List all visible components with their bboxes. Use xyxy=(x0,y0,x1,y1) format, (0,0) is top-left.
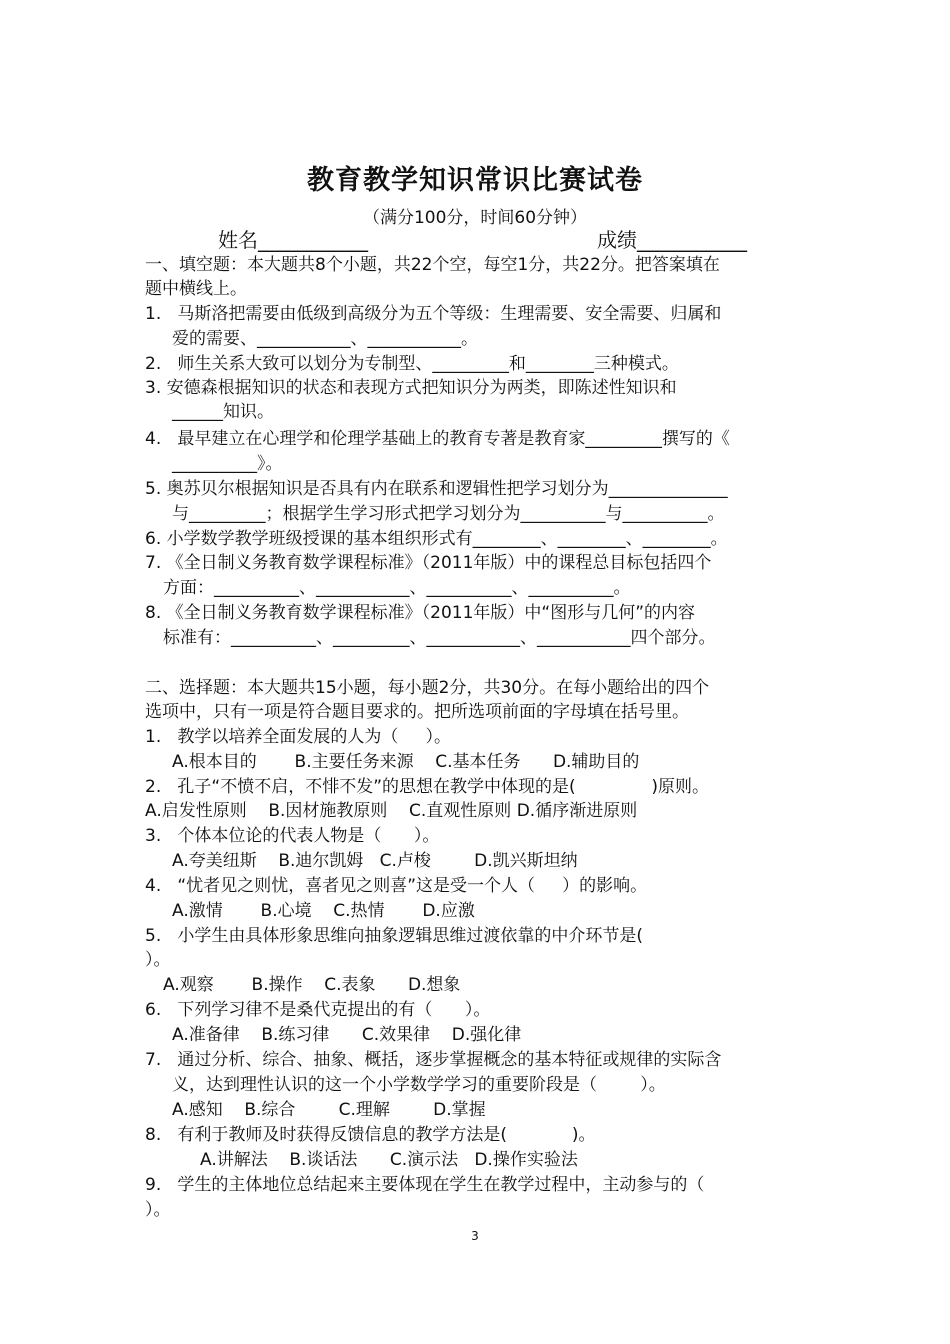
s2-question-9-line1: 9. 学生的主体地位总结起来主要体现在学生在教学过程中，主动参与的（ xyxy=(145,1175,705,1195)
s2-question-7-line1: 7. 通过分析、综合、抽象、概括，逐步掌握概念的基本特征或规律的实际含 xyxy=(145,1050,722,1070)
s2-question-4-options: A.激情 B.心境 C.热情 D.应激 xyxy=(172,901,475,921)
s1-question-8-line1: 8. 《全日制义务教育数学课程标准》（2011年版）中“图形与几何”的内容 xyxy=(145,603,696,623)
s1-question-2: 2. 师生关系大致可以划分为专制型、_________和________三种模式。 xyxy=(145,354,679,374)
s1-question-4-line1: 4. 最早建立在心理学和伦理学基础上的教育专著是教育家_________撰写的《 xyxy=(145,429,730,449)
section1-heading-line1: 一、填空题：本大题共8个小题，共22个空，每空1分，共22分。把答案填在 xyxy=(145,255,720,275)
s1-question-8-line2: 标准有：__________、_________、___________、___________四个部分。 xyxy=(163,628,716,648)
s2-question-1-options: A.根本目的 B.主要任务来源 C.基本任务 D.辅助目的 xyxy=(172,752,640,772)
s1-question-7-line1: 7. 《全日制义务教育数学课程标准》（2011年版）中的课程总目标包括四个 xyxy=(145,553,712,573)
s2-question-7-options: A.感知 B.综合 C.理解 D.掌握 xyxy=(172,1100,486,1120)
s2-question-2-options: A.启发性原则 B.因材施教原则 C.直观性原则 D.循序渐进原则 xyxy=(145,801,638,821)
s2-question-3-options: A.夸美纽斯 B.迪尔凯姆 C.卢梭 D.凯兴斯坦纳 xyxy=(172,851,578,871)
s1-question-4-line2: __________》。 xyxy=(172,454,283,474)
exam-title: 教育教学知识常识比赛试卷 xyxy=(307,165,643,196)
section2-heading-line1: 二、选择题：本大题共15小题，每小题2分，共30分。在每小题给出的四个 xyxy=(145,678,710,698)
s1-question-1-line2: 爱的需要、___________、___________。 xyxy=(172,329,478,349)
s2-question-3: 3. 个体本位论的代表人物是（ ）。 xyxy=(145,826,440,846)
s1-question-3-line1: 3. 安德森根据知识的状态和表现方式把知识分为两类，即陈述性知识和 xyxy=(145,378,677,398)
s1-question-5-line2: 与_________；根据学生学习形式把学习划分为__________与__________。 xyxy=(172,504,725,524)
s2-question-5-line2: ）。 xyxy=(145,950,171,970)
s2-question-6: 6. 下列学习律不是桑代克提出的有（ ）。 xyxy=(145,1000,491,1020)
name-field: 姓名___________ xyxy=(218,228,368,252)
s2-question-5-options: A.观察 B.操作 C.表象 D.想象 xyxy=(163,975,461,995)
s1-question-3-line2: ______知识。 xyxy=(172,402,274,422)
section2-heading-line2: 选项中，只有一项是符合题目要求的。把所选项前面的字母填在括号里。 xyxy=(145,702,689,722)
s1-question-1-line1: 1. 马斯洛把需要由低级到高级分为五个等级：生理需要、安全需要、归属和 xyxy=(145,304,722,324)
s1-question-7-line2: 方面：__________、___________、__________、__________。 xyxy=(163,578,631,598)
s2-question-8: 8. 有利于教师及时获得反馈信息的教学方法是( )。 xyxy=(145,1125,596,1145)
s2-question-2: 2. 孔子“不愤不启，不悱不发”的思想在教学中体现的是( )原则。 xyxy=(145,777,709,797)
s2-question-7-line2: 义，达到理性认识的这一个小学数学学习的重要阶段是（ ）。 xyxy=(172,1075,666,1095)
s2-question-5-line1: 5. 小学生由具体形象思维向抽象逻辑思维过渡依靠的中介环节是( xyxy=(145,926,644,946)
s2-question-1: 1. 教学以培养全面发展的人为（ ）。 xyxy=(145,727,451,747)
score-field: 成绩___________ xyxy=(597,228,747,252)
s2-question-6-options: A.准备律 B.练习律 C.效果律 D.强化律 xyxy=(172,1025,522,1045)
section1-heading-line2: 题中横线上。 xyxy=(145,279,247,299)
page-number: 3 xyxy=(471,1229,479,1243)
s2-question-8-options: A.讲解法 B.谈话法 C.演示法 D.操作实验法 xyxy=(200,1150,578,1170)
s1-question-5-line1: 5. 奥苏贝尔根据知识是否具有内在联系和逻辑性把学习划分为______________ xyxy=(145,479,728,499)
exam-subtitle: （满分100分，时间60分钟） xyxy=(362,208,588,228)
s1-question-6: 6. 小学数学教学班级授课的基本组织形式有________、________、________。 xyxy=(145,529,728,549)
s2-question-9-line2: ）。 xyxy=(145,1200,171,1220)
s2-question-4: 4. “忧者见之则忧，喜者见之则喜”这是受一个人（ ）的影响。 xyxy=(145,876,648,896)
